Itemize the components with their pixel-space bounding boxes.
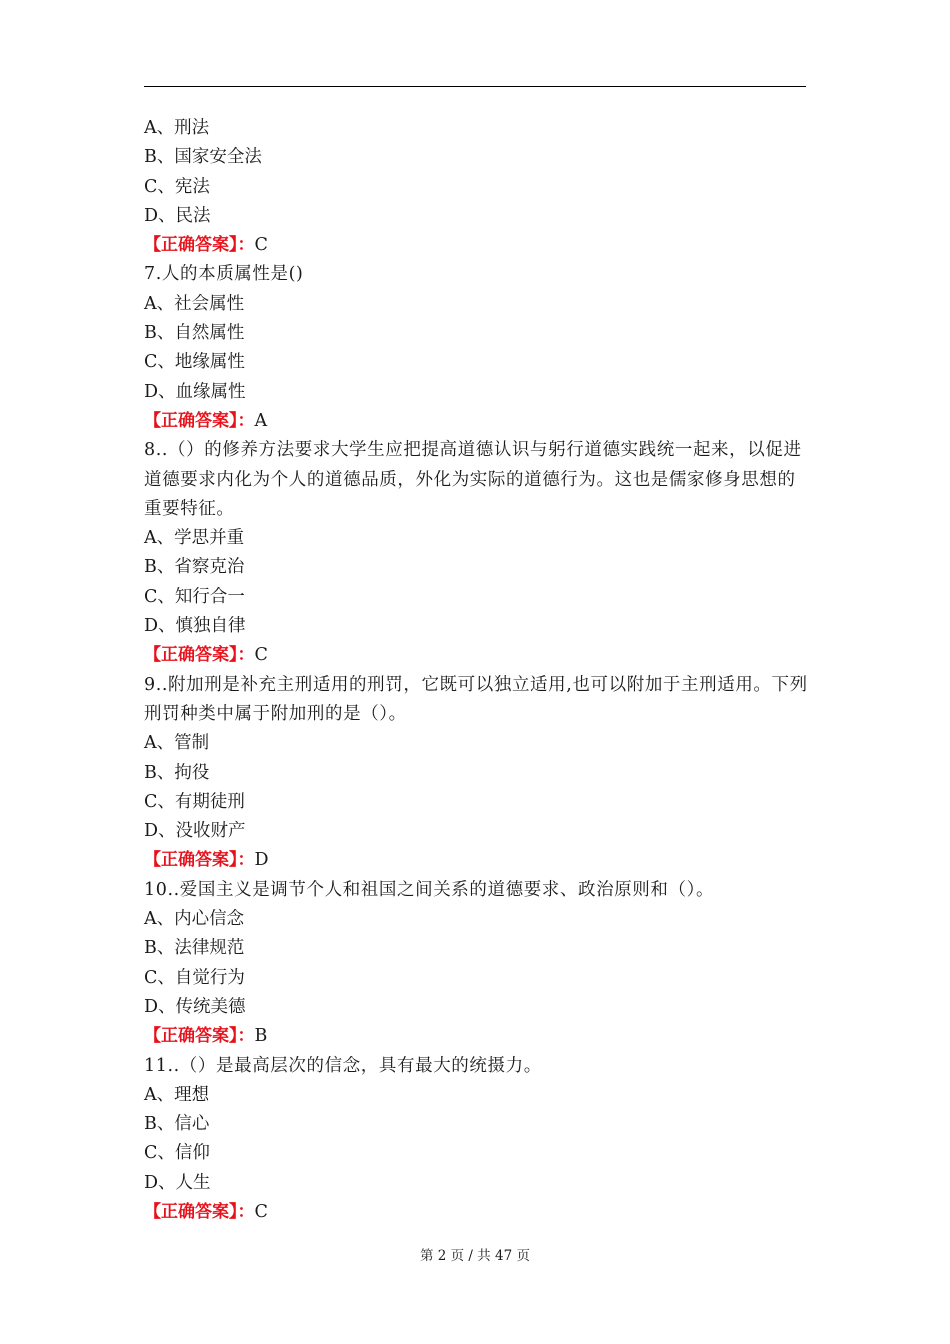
answer-line bbox=[144, 407, 810, 436]
option: D、没收财产 bbox=[144, 821, 246, 842]
option: A、理想 bbox=[144, 1084, 210, 1105]
answer-value: C bbox=[254, 1201, 268, 1222]
question-text: 9..附加刑是补充主刑适用的刑罚，它既可以独立适用,也可以附加于主刑适用。下列刑罚种类中属于附加刑的是（）。 bbox=[144, 674, 808, 724]
option: C、知行合一 bbox=[144, 586, 245, 607]
continued-options bbox=[144, 114, 810, 231]
answer-line bbox=[144, 231, 810, 260]
option: A、社会属性 bbox=[144, 293, 245, 314]
question-block bbox=[144, 876, 810, 1052]
answer-line bbox=[144, 1022, 810, 1051]
option: B、信心 bbox=[144, 1114, 210, 1135]
answer-label: 【正确答案】： bbox=[144, 410, 255, 431]
header-rule bbox=[144, 86, 806, 87]
option: D、传统美德 bbox=[144, 996, 246, 1017]
question-text: 7.人的本质属性是() bbox=[144, 264, 304, 285]
answer-value: D bbox=[254, 850, 269, 871]
option: C、有期徒刑 bbox=[144, 791, 245, 812]
option: D、慎独自律 bbox=[144, 616, 246, 637]
option: A、内心信念 bbox=[144, 909, 245, 930]
option: A、刑法 bbox=[144, 118, 210, 138]
page-footer: 第 2 页 / 共 47 页 bbox=[419, 1248, 531, 1264]
question-block bbox=[144, 436, 810, 670]
answer-label: 【正确答案】： bbox=[144, 1026, 255, 1047]
answer-label: 【正确答案】： bbox=[144, 645, 255, 666]
option: D、人生 bbox=[144, 1172, 211, 1193]
answer-value: B bbox=[254, 1026, 268, 1047]
option: C、自觉行为 bbox=[144, 967, 245, 988]
question-block bbox=[144, 671, 810, 876]
page-content bbox=[144, 114, 810, 1227]
answer-line bbox=[144, 641, 810, 670]
answer-line bbox=[144, 846, 810, 875]
option: D、民法 bbox=[144, 205, 211, 226]
answer-label: 【正确答案】： bbox=[144, 1201, 255, 1222]
option: A、学思并重 bbox=[144, 528, 245, 549]
option: C、信仰 bbox=[144, 1143, 210, 1164]
option: C、地缘属性 bbox=[144, 352, 245, 373]
question-text: 8..（）的修养方法要求大学生应把提高道德认识与躬行道德实践统一起来，以促进道德要求内化为个人的道德品质，外化为实际的道德行为。这也是儒家修身思想的重要特征。 bbox=[144, 440, 802, 519]
question-text: 11..（）是最高层次的信念，具有最大的统摄力。 bbox=[144, 1055, 542, 1076]
option: C、宪法 bbox=[144, 176, 210, 197]
answer-value: C bbox=[254, 645, 268, 666]
option: D、血缘属性 bbox=[144, 381, 246, 402]
question-block bbox=[144, 1052, 810, 1228]
option: B、拘役 bbox=[144, 762, 210, 783]
question-block bbox=[144, 260, 810, 436]
answer-line bbox=[144, 1198, 810, 1227]
option: B、自然属性 bbox=[144, 323, 245, 344]
answer-label: 【正确答案】： bbox=[144, 235, 255, 256]
answer-label: 【正确答案】： bbox=[144, 850, 255, 871]
question-text: 10..爱国主义是调节个人和祖国之间关系的道德要求、政治原则和（）。 bbox=[144, 879, 715, 900]
option: B、省察克治 bbox=[144, 557, 245, 578]
option: A、管制 bbox=[144, 733, 210, 754]
answer-value: C bbox=[254, 235, 268, 256]
option: B、法律规范 bbox=[144, 938, 245, 959]
answer-value: A bbox=[254, 410, 268, 431]
option: B、国家安全法 bbox=[144, 147, 262, 168]
